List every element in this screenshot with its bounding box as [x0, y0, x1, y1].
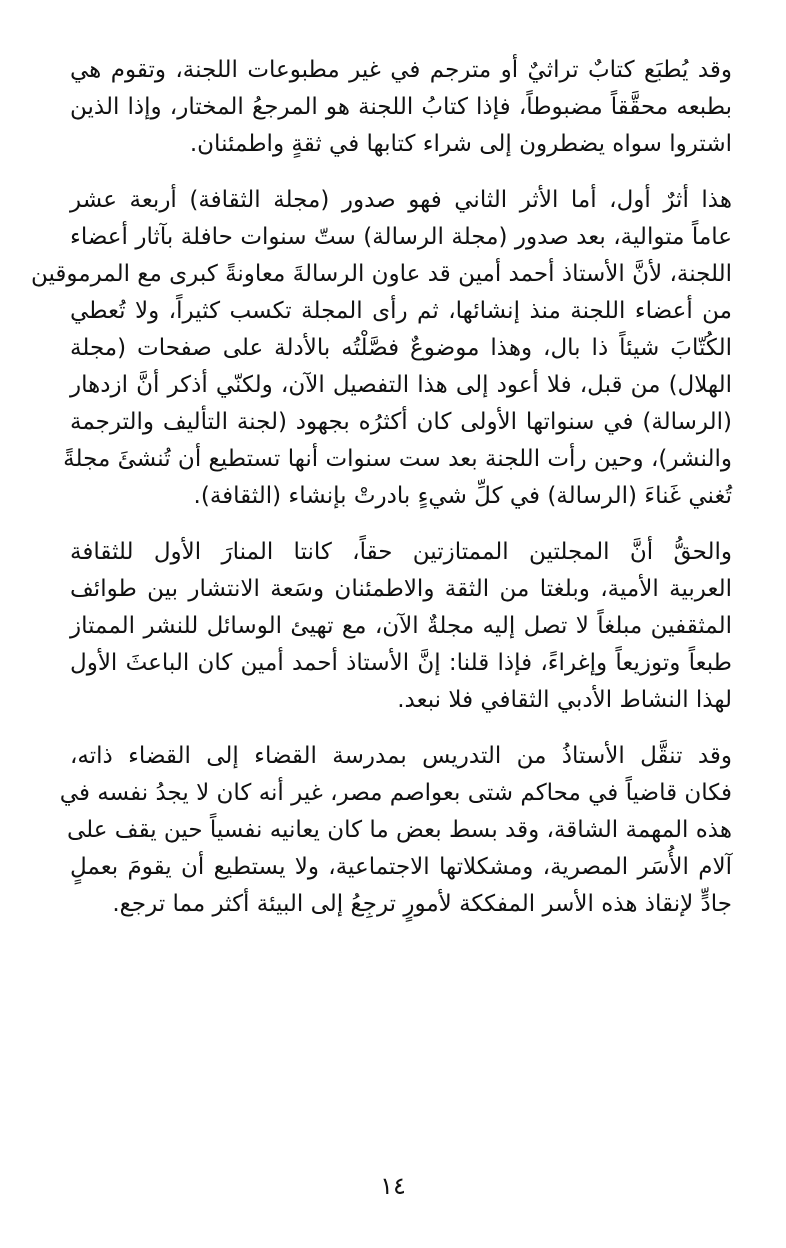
paragraph-4 — [59, 738, 732, 923]
paragraph-1 — [70, 52, 732, 163]
paragraph-2 — [30, 182, 732, 515]
text-line: والحقُّ أنَّ المجلتين الممتازتين حقاً، كانتا المنارَ الأول للثقافة — [70, 539, 732, 565]
text-line: (الرسالة) في سنواتها الأولى كان أكثرُه بجهود (لجنة التأليف والترجمة — [70, 409, 732, 435]
text-line: فكان قاضياً في محاكم شتى بعواصم مصر، غير أنه كان لا يجدُ نفسه في — [59, 780, 732, 806]
page-body — [30, 52, 732, 1248]
text-line: هذا أثرٌ أول، أما الأثر الثاني فهو صدور (مجلة الثقافة) أربعة عشر — [70, 187, 732, 213]
text-line: من أعضاء اللجنة منذ إنشائها، ثم رأى المجلة تكسب كثيراً، ولا تُعطي — [70, 298, 732, 324]
text-line: آلام الأُسَر المصرية، ومشكلاتها الاجتماعية، ولا يستطيع أن يقومَ بعملٍ — [70, 854, 732, 880]
text-line: المثقفين مبلغاً لا تصل إليه مجلةٌ الآن، مع تهيئ الوسائل للنشر الممتاز — [70, 613, 732, 639]
text-line: جادٍّ لإنقاذ هذه الأسر المفككة لأمورٍ ترجِعُ إلى البيئة أكثر مما ترجع. — [112, 891, 732, 917]
page-number: ١٤ — [380, 1172, 406, 1200]
text-line: بطبعه محقَّقاً مضبوطاً، فإذا كتابُ اللجنة هو المرجعُ المختار، وإذا الذين — [70, 94, 732, 120]
text-line: وقد يُطبَع كتابٌ تراثيٌ أو مترجم في غير مطبوعات اللجنة، وتقوم هي — [70, 57, 732, 83]
text-line: العربية الأمية، وبلغتا من الثقة والاطمئنان وسَعة الانتشار بين طوائف — [70, 576, 732, 602]
text-line: عاماً متوالية، بعد صدور (مجلة الرسالة) ستّ سنوات حافلة بآثار أعضاء — [70, 224, 732, 250]
paragraph-3 — [70, 534, 732, 719]
text-line: الهلال) من قبل، فلا أعود إلى هذا التفصيل الآن، ولكنّي أذكر أنَّ ازدهار — [70, 372, 732, 398]
text-line: اشتروا سواه يضطرون إلى شراء كتابها في ثقةٍ واطمئنان. — [189, 131, 732, 157]
text-line: اللجنة، لأنَّ الأستاذ أحمد أمين قد عاون الرسالةَ معاونةً كبرى مع المرموقين — [30, 261, 732, 287]
text-line: الكُتّابَ شيئاً ذا بال، وهذا موضوعٌ فصَّلْتُه بالأدلة على صفحات (مجلة — [70, 335, 732, 361]
text-line: هذه المهمة الشاقة، وقد بسط بعض ما كان يعانيه نفسياً حين يقف على — [66, 817, 732, 843]
text-line: لهذا النشاط الأدبي الثقافي فلا نبعد. — [397, 687, 732, 713]
text-line: والنشر)، وحين رأت اللجنة بعد ست سنوات أنها تستطيع أن تُنشئَ مجلةً — [63, 446, 732, 472]
text-line: وقد تنقَّل الأستاذُ من التدريس بمدرسة القضاء إلى القضاء ذاته، — [70, 743, 732, 769]
text-line: تُغني غَناءَ (الرسالة) في كلِّ شيءٍ بادرتْ بإنشاء (الثقافة). — [193, 483, 732, 509]
text-line: طبعاً وتوزيعاً وإغراءً، فإذا قلنا: إنَّ الأستاذ أحمد أمين كان الباعثَ الأول — [70, 650, 732, 676]
